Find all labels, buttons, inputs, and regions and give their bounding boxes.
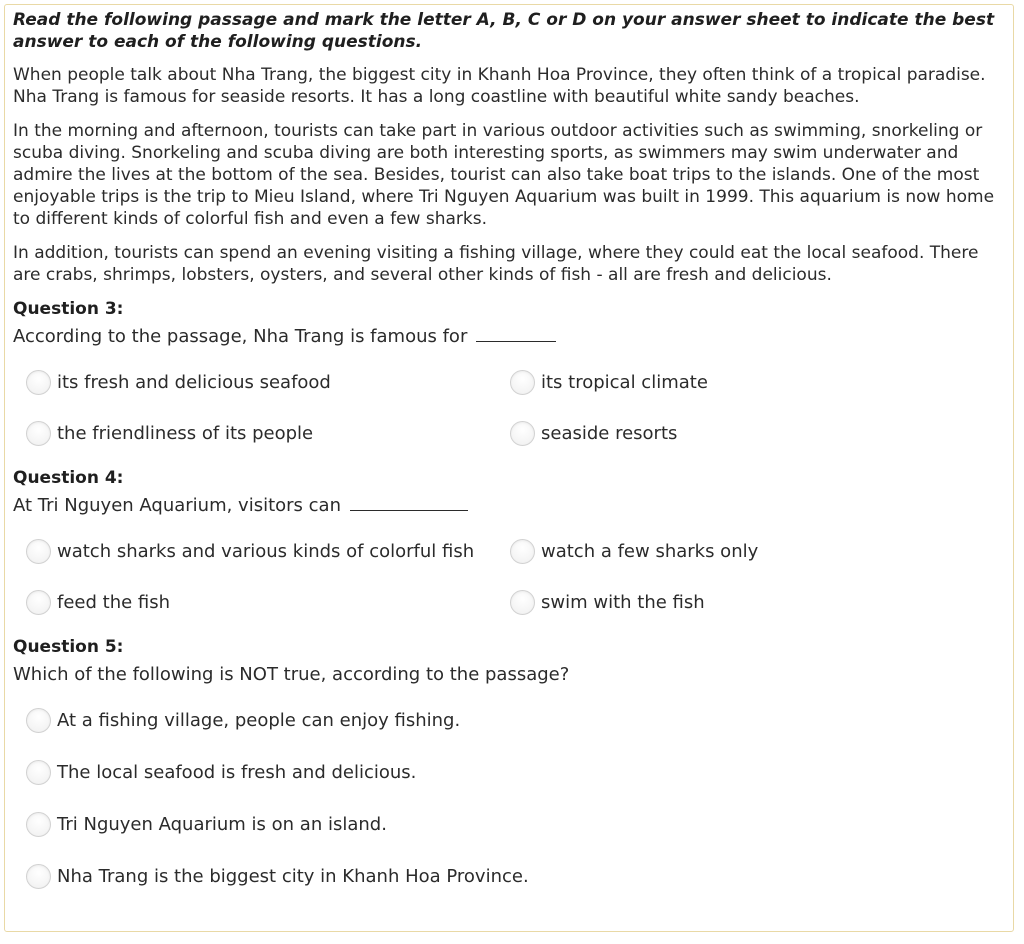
radio-button[interactable] [26, 812, 51, 837]
option-label: watch a few sharks only [541, 541, 759, 562]
question-4-text [13, 494, 1008, 518]
question-3-options [26, 367, 1008, 449]
option-label: seaside resorts [541, 423, 678, 444]
option-label: swim with the fish [541, 592, 705, 613]
question-4-options [26, 536, 1008, 618]
option-label: the friendliness of its people [57, 423, 314, 444]
question-4-option-b[interactable] [510, 536, 994, 567]
question-3-title: Question 3: [13, 299, 124, 319]
question-5-options [26, 705, 1008, 892]
question-5-text: Which of the following is NOT true, according to the passage? [13, 664, 570, 685]
option-label: its tropical climate [541, 372, 708, 393]
radio-button[interactable] [26, 760, 51, 785]
question-3-option-b[interactable] [510, 367, 994, 398]
question-3-prompt: According to the passage, Nha Trang is famous for [13, 326, 468, 347]
question-4-title: Question 4: [13, 468, 124, 488]
option-label: feed the fish [57, 592, 171, 613]
instructions: Read the following passage and mark the letter A, B, C or D on your answer sheet to indicate the best answer to each of the following questions. [13, 10, 995, 52]
question-5-option-d[interactable] [26, 861, 926, 892]
question-3-text [13, 325, 1008, 349]
passage-paragraph-3: In addition, tourists can spend an evening visiting a fishing village, where they could eat the local seafood. There are crabs, shrimps, lobsters, oysters, and several other kinds of fish - all are fresh and delicious. [13, 243, 979, 285]
radio-button[interactable] [26, 708, 51, 733]
question-4-option-a[interactable] [26, 536, 510, 567]
option-label: watch sharks and various kinds of colorful fish [57, 541, 475, 562]
passage-paragraph-1: When people talk about Nha Trang, the biggest city in Khanh Hoa Province, they often think of a tropical paradise. Nha Trang is famous for seaside resorts. It has a long coastline with beautiful white sandy beaches. [13, 65, 986, 107]
question-5-option-c[interactable] [26, 809, 926, 840]
question-4 [13, 467, 1008, 618]
passage-paragraph-2: In the morning and afternoon, tourists can take part in various outdoor activities such as swimming, snorkeling or scuba diving. Snorkeling and scuba diving are both interesting sports, as swimmers may swim underwater and admire the lives at the bottom of the sea. Besides, tourist can also take boat trips to the islands. One of the most enjoyable trips is the trip to Mieu Island, where Tri Nguyen Aquarium was built in 1999. This aquarium is now home to different kinds of colorful fish and even a few sharks. [13, 121, 995, 229]
radio-button[interactable] [26, 370, 51, 395]
option-label: Tri Nguyen Aquarium is on an island. [57, 814, 387, 835]
question-3-option-c[interactable] [26, 418, 510, 449]
answer-blank [350, 496, 468, 511]
option-label: Nha Trang is the biggest city in Khanh Hoa Province. [57, 866, 529, 887]
question-3-option-a[interactable] [26, 367, 510, 398]
question-5-option-a[interactable] [26, 705, 926, 736]
answer-blank [476, 327, 556, 342]
radio-button[interactable] [26, 864, 51, 889]
question-5-title: Question 5: [13, 637, 124, 657]
question-5 [13, 636, 1008, 892]
question-4-prompt: At Tri Nguyen Aquarium, visitors can [13, 495, 341, 516]
question-3 [13, 298, 1008, 449]
option-label: At a fishing village, people can enjoy fishing. [57, 710, 461, 731]
question-4-option-d[interactable] [510, 587, 994, 618]
radio-button[interactable] [510, 539, 535, 564]
question-4-option-c[interactable] [26, 587, 510, 618]
quiz-content [13, 9, 1008, 910]
question-3-option-d[interactable] [510, 418, 994, 449]
option-label: The local seafood is fresh and delicious. [57, 762, 417, 783]
question-5-option-b[interactable] [26, 757, 926, 788]
reading-passage [13, 64, 1008, 286]
option-label: its fresh and delicious seafood [57, 372, 331, 393]
radio-button[interactable] [26, 590, 51, 615]
radio-button[interactable] [26, 421, 51, 446]
radio-button[interactable] [510, 370, 535, 395]
radio-button[interactable] [510, 590, 535, 615]
radio-button[interactable] [510, 421, 535, 446]
radio-button[interactable] [26, 539, 51, 564]
